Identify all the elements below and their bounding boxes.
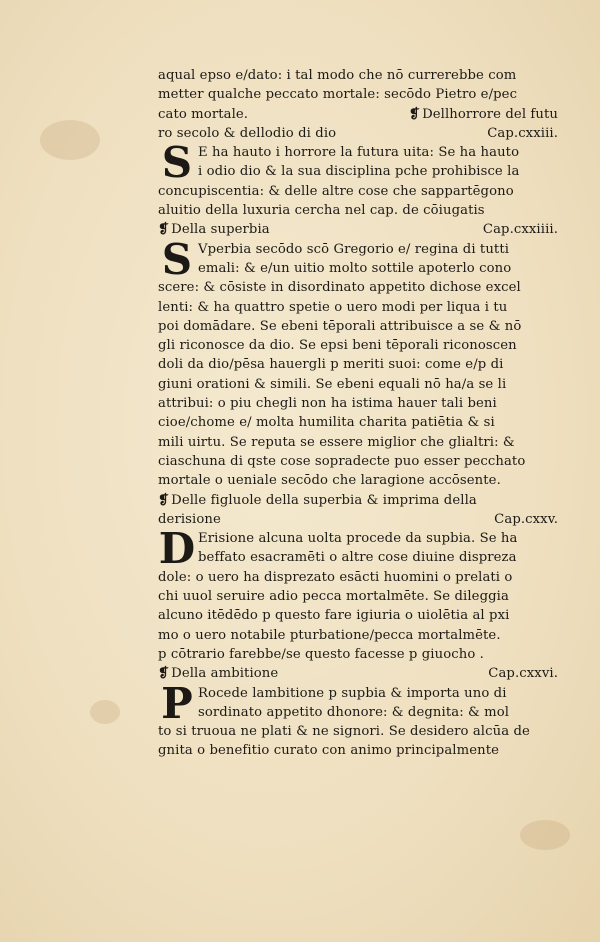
drop-capital: S <box>161 138 193 188</box>
chapter-number: Cap.cxxiii. <box>487 125 558 141</box>
text-line: scere: & cōsiste in disordinato appetito dichose excel <box>158 280 521 296</box>
pilcrow-mark: ❡ <box>158 222 170 238</box>
chapter-heading <box>158 124 558 143</box>
paragraph <box>158 234 558 491</box>
drop-capital: P <box>161 678 193 728</box>
chapter-title-text: ro secolo & dellodio di dio <box>158 125 337 141</box>
chapter-heading-cont <box>158 510 558 529</box>
text-line: i odio dio & la sua disciplina pche prohibisce la <box>198 164 520 180</box>
text-line: mili uirtu. Se reputa se essere miglior che glialtri: & <box>158 434 515 450</box>
text-line: doli da dio/pēsa hauergli p meriti suoi: come e/p di <box>158 357 504 373</box>
paper-stain <box>40 120 100 160</box>
text-line: Rocede lambitione p supbia & importa uno di <box>198 685 507 701</box>
chapter-title <box>158 491 477 510</box>
paragraph <box>158 524 558 664</box>
text-line: aqual epso e/dato: i tal modo che nō currerebbe com <box>158 68 517 83</box>
text-line: attribui: o piu chegli non ha istima hauer tali beni <box>158 396 497 412</box>
text-line: p cōtrario farebbe/se questo facesse p giuocho . <box>158 646 484 662</box>
text-line: lenti: & ha quattro spetie o uero modi per liqua i tu <box>158 299 508 315</box>
drop-capital: D <box>158 524 196 574</box>
text-line: ciaschuna di qste cose sopradecte puo esser pecchato <box>158 453 526 469</box>
chapter-title-text: derisione <box>158 511 221 527</box>
paragraph <box>158 678 558 761</box>
chapter-title <box>409 105 558 124</box>
paper-stain <box>520 820 570 850</box>
text-line: Vperbia secōdo scō Gregorio e/ regina di tutti <box>198 241 510 257</box>
text-column <box>158 66 558 761</box>
text-line: emali: & e/un uitio molto sottile apoterlo cono <box>198 260 512 276</box>
text-line: beffato esacramēti o altre cose diuine dispreza <box>198 550 517 566</box>
text-line: metter qualche peccato mortale: secōdo Pietro e/pec <box>158 87 518 103</box>
text-line: chi uuol seruire adio pecca mortalmēte. Se dileggia <box>158 589 509 605</box>
chapter-title-text: Della ambitione <box>171 666 279 682</box>
text-line: mo o uero notabile pturbatione/pecca mortalmēte. <box>158 627 501 643</box>
text-line: gnita o benefitio curato con animo principalmente <box>158 743 500 759</box>
text-fragment: cato mortale. <box>158 106 249 122</box>
text-line: Erisione alcuna uolta procede da supbia. Se ha <box>198 531 518 547</box>
text-line: sordinato appetito dhonore: & degnita: & mol <box>198 704 510 720</box>
chapter-title-text: Della superbia <box>171 222 270 238</box>
text-line: cioe/chome e/ molta humilita charita patiētia & si <box>158 415 495 431</box>
chapter-heading <box>158 491 558 510</box>
chapter-heading <box>158 220 558 239</box>
chapter-heading <box>158 664 558 683</box>
text-line: dole: o uero ha disprezato esācti huomini o prelati o <box>158 569 513 585</box>
text-line: E ha hauto i horrore la futura uita: Se ha hauto <box>198 145 520 161</box>
chapter-number: Cap.cxxiiii. <box>482 222 558 238</box>
text-line: aluitio della luxuria cercha nel cap. de cōiugatis <box>158 203 485 219</box>
drop-capital: S <box>161 234 193 284</box>
chapter-number: Cap.cxxv. <box>494 511 558 527</box>
text-line: to si truoua ne plati & ne signori. Se desidero alcūa de <box>158 724 530 740</box>
text-line: mortale o ueniale secōdo che laragione accōsente. <box>158 473 501 489</box>
pilcrow-mark: ❡ <box>158 666 170 682</box>
chapter-title-text: Delle figluole della superbia & imprima della <box>171 492 477 508</box>
pilcrow-mark: ❡ <box>408 106 421 122</box>
text-line: gli riconosce da dio. Se epsi beni tēporali riconoscen <box>158 338 517 354</box>
text-line: concupiscentia: & delle altre cose che sappartēgono <box>158 183 514 199</box>
chapter-heading <box>158 105 558 124</box>
chapter-number: Cap.cxxvi. <box>488 666 558 682</box>
pilcrow-mark: ❡ <box>158 492 170 508</box>
paper-stain <box>90 700 120 724</box>
text-line: alcuno itēdēdo p questo fare igiuria o uiolētia al pxi <box>158 608 510 624</box>
text-line: poi domādare. Se ebeni tēporali attribuisce a se & nō <box>158 318 522 334</box>
chapter-title-text: Dellhorrore del futu <box>422 106 558 122</box>
text-line: giuni orationi & simili. Se ebeni equali nō ha/a se li <box>158 376 507 392</box>
paragraph <box>158 138 558 220</box>
